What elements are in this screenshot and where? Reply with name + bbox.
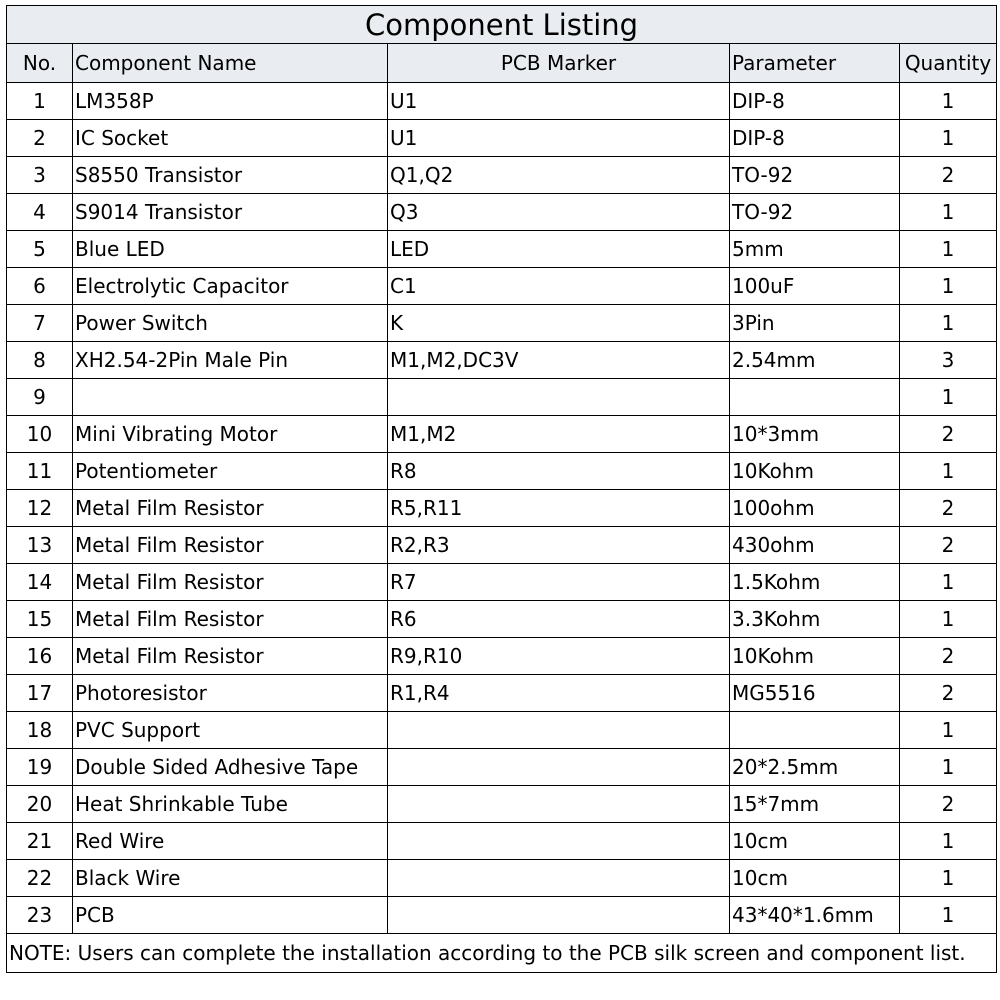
cell-parameter: 10cm [730, 860, 900, 897]
cell-parameter [730, 712, 900, 749]
cell-component-name: Red Wire [73, 823, 388, 860]
cell-pcb-marker [388, 749, 730, 786]
table-row [7, 120, 997, 157]
cell-component-name: Metal Film Resistor [73, 601, 388, 638]
cell-quantity: 1 [900, 897, 997, 934]
table-row [7, 231, 997, 268]
cell-no: 19 [7, 749, 73, 786]
table-row [7, 638, 997, 675]
component-table [6, 5, 997, 973]
cell-pcb-marker: R1,R4 [388, 675, 730, 712]
cell-component-name: XH2.54-2Pin Male Pin [73, 342, 388, 379]
cell-pcb-marker: U1 [388, 120, 730, 157]
cell-parameter: 3.3Kohm [730, 601, 900, 638]
header-parameter: Parameter [730, 44, 900, 83]
cell-parameter: 430ohm [730, 527, 900, 564]
cell-component-name: Metal Film Resistor [73, 564, 388, 601]
cell-pcb-marker: R2,R3 [388, 527, 730, 564]
cell-no: 18 [7, 712, 73, 749]
cell-quantity: 2 [900, 490, 997, 527]
cell-pcb-marker: U1 [388, 83, 730, 120]
cell-parameter: DIP-8 [730, 120, 900, 157]
cell-no: 3 [7, 157, 73, 194]
cell-pcb-marker: M1,M2,DC3V [388, 342, 730, 379]
table-row [7, 268, 997, 305]
cell-component-name: S8550 Transistor [73, 157, 388, 194]
cell-no: 6 [7, 268, 73, 305]
cell-no: 12 [7, 490, 73, 527]
cell-parameter: 43*40*1.6mm [730, 897, 900, 934]
cell-quantity: 1 [900, 194, 997, 231]
table-row [7, 342, 997, 379]
cell-parameter: 3Pin [730, 305, 900, 342]
header-component-name: Component Name [73, 44, 388, 83]
cell-component-name: Blue LED [73, 231, 388, 268]
cell-pcb-marker [388, 379, 730, 416]
cell-parameter: 100ohm [730, 490, 900, 527]
table-row [7, 305, 997, 342]
cell-pcb-marker [388, 712, 730, 749]
header-no: No. [7, 44, 73, 83]
cell-pcb-marker: R7 [388, 564, 730, 601]
cell-parameter: 15*7mm [730, 786, 900, 823]
cell-component-name: Metal Film Resistor [73, 638, 388, 675]
cell-quantity: 1 [900, 120, 997, 157]
table-row [7, 675, 997, 712]
cell-component-name: Photoresistor [73, 675, 388, 712]
cell-pcb-marker: R6 [388, 601, 730, 638]
cell-quantity: 1 [900, 83, 997, 120]
cell-pcb-marker: R9,R10 [388, 638, 730, 675]
cell-pcb-marker [388, 786, 730, 823]
table-body [7, 83, 997, 934]
cell-component-name: Metal Film Resistor [73, 527, 388, 564]
cell-parameter: DIP-8 [730, 83, 900, 120]
cell-no: 2 [7, 120, 73, 157]
cell-parameter: 10Kohm [730, 638, 900, 675]
cell-quantity: 1 [900, 453, 997, 490]
header-pcb-marker: PCB Marker [388, 44, 730, 83]
cell-parameter: 10Kohm [730, 453, 900, 490]
cell-quantity: 2 [900, 416, 997, 453]
cell-quantity: 1 [900, 564, 997, 601]
cell-no: 22 [7, 860, 73, 897]
cell-parameter: 100uF [730, 268, 900, 305]
cell-component-name: Power Switch [73, 305, 388, 342]
cell-no: 1 [7, 83, 73, 120]
cell-parameter [730, 379, 900, 416]
cell-pcb-marker: K [388, 305, 730, 342]
cell-pcb-marker [388, 823, 730, 860]
table-row [7, 749, 997, 786]
cell-parameter: TO-92 [730, 157, 900, 194]
cell-component-name: Electrolytic Capacitor [73, 268, 388, 305]
cell-pcb-marker: R8 [388, 453, 730, 490]
table-row [7, 379, 997, 416]
table-row [7, 490, 997, 527]
cell-quantity: 2 [900, 157, 997, 194]
cell-component-name: Mini Vibrating Motor [73, 416, 388, 453]
cell-no: 14 [7, 564, 73, 601]
cell-quantity: 1 [900, 268, 997, 305]
cell-quantity: 1 [900, 601, 997, 638]
cell-pcb-marker: C1 [388, 268, 730, 305]
cell-no: 23 [7, 897, 73, 934]
cell-quantity: 2 [900, 786, 997, 823]
cell-no: 9 [7, 379, 73, 416]
cell-parameter: 20*2.5mm [730, 749, 900, 786]
cell-component-name: Metal Film Resistor [73, 490, 388, 527]
table-row [7, 712, 997, 749]
table-row [7, 83, 997, 120]
cell-no: 16 [7, 638, 73, 675]
cell-quantity: 3 [900, 342, 997, 379]
table-row [7, 823, 997, 860]
table-row [7, 564, 997, 601]
cell-parameter: 1.5Kohm [730, 564, 900, 601]
cell-quantity: 2 [900, 675, 997, 712]
cell-no: 15 [7, 601, 73, 638]
cell-no: 17 [7, 675, 73, 712]
cell-parameter: 10*3mm [730, 416, 900, 453]
cell-component-name: Potentiometer [73, 453, 388, 490]
cell-parameter: TO-92 [730, 194, 900, 231]
cell-component-name: S9014 Transistor [73, 194, 388, 231]
note-text: NOTE: Users can complete the installation according to the PCB silk screen and component list. [7, 934, 997, 973]
table-row [7, 416, 997, 453]
cell-no: 4 [7, 194, 73, 231]
cell-quantity: 2 [900, 638, 997, 675]
cell-no: 10 [7, 416, 73, 453]
cell-parameter: 5mm [730, 231, 900, 268]
cell-pcb-marker: LED [388, 231, 730, 268]
cell-component-name: Heat Shrinkable Tube [73, 786, 388, 823]
cell-no: 20 [7, 786, 73, 823]
cell-pcb-marker [388, 897, 730, 934]
table-row [7, 786, 997, 823]
cell-component-name: LM358P [73, 83, 388, 120]
cell-no: 21 [7, 823, 73, 860]
cell-no: 7 [7, 305, 73, 342]
cell-parameter: 2.54mm [730, 342, 900, 379]
component-listing [6, 5, 996, 973]
cell-pcb-marker: Q1,Q2 [388, 157, 730, 194]
cell-quantity: 1 [900, 231, 997, 268]
header-row [7, 44, 997, 83]
cell-pcb-marker [388, 860, 730, 897]
cell-component-name: Black Wire [73, 860, 388, 897]
cell-quantity: 1 [900, 860, 997, 897]
table-row [7, 157, 997, 194]
cell-quantity: 2 [900, 527, 997, 564]
cell-component-name: PVC Support [73, 712, 388, 749]
table-row [7, 453, 997, 490]
cell-pcb-marker: R5,R11 [388, 490, 730, 527]
table-row [7, 527, 997, 564]
cell-pcb-marker: Q3 [388, 194, 730, 231]
cell-quantity: 1 [900, 712, 997, 749]
cell-component-name: PCB [73, 897, 388, 934]
cell-quantity: 1 [900, 823, 997, 860]
cell-parameter: 10cm [730, 823, 900, 860]
table-row [7, 860, 997, 897]
cell-parameter: MG5516 [730, 675, 900, 712]
cell-quantity: 1 [900, 305, 997, 342]
table-row [7, 194, 997, 231]
cell-component-name [73, 379, 388, 416]
cell-no: 11 [7, 453, 73, 490]
cell-no: 5 [7, 231, 73, 268]
table-row [7, 897, 997, 934]
cell-component-name: Double Sided Adhesive Tape [73, 749, 388, 786]
table-row [7, 601, 997, 638]
cell-no: 8 [7, 342, 73, 379]
cell-component-name: IC Socket [73, 120, 388, 157]
header-quantity: Quantity [900, 44, 997, 83]
cell-pcb-marker: M1,M2 [388, 416, 730, 453]
cell-quantity: 1 [900, 379, 997, 416]
cell-quantity: 1 [900, 749, 997, 786]
table-title: Component Listing [7, 6, 997, 44]
cell-no: 13 [7, 527, 73, 564]
